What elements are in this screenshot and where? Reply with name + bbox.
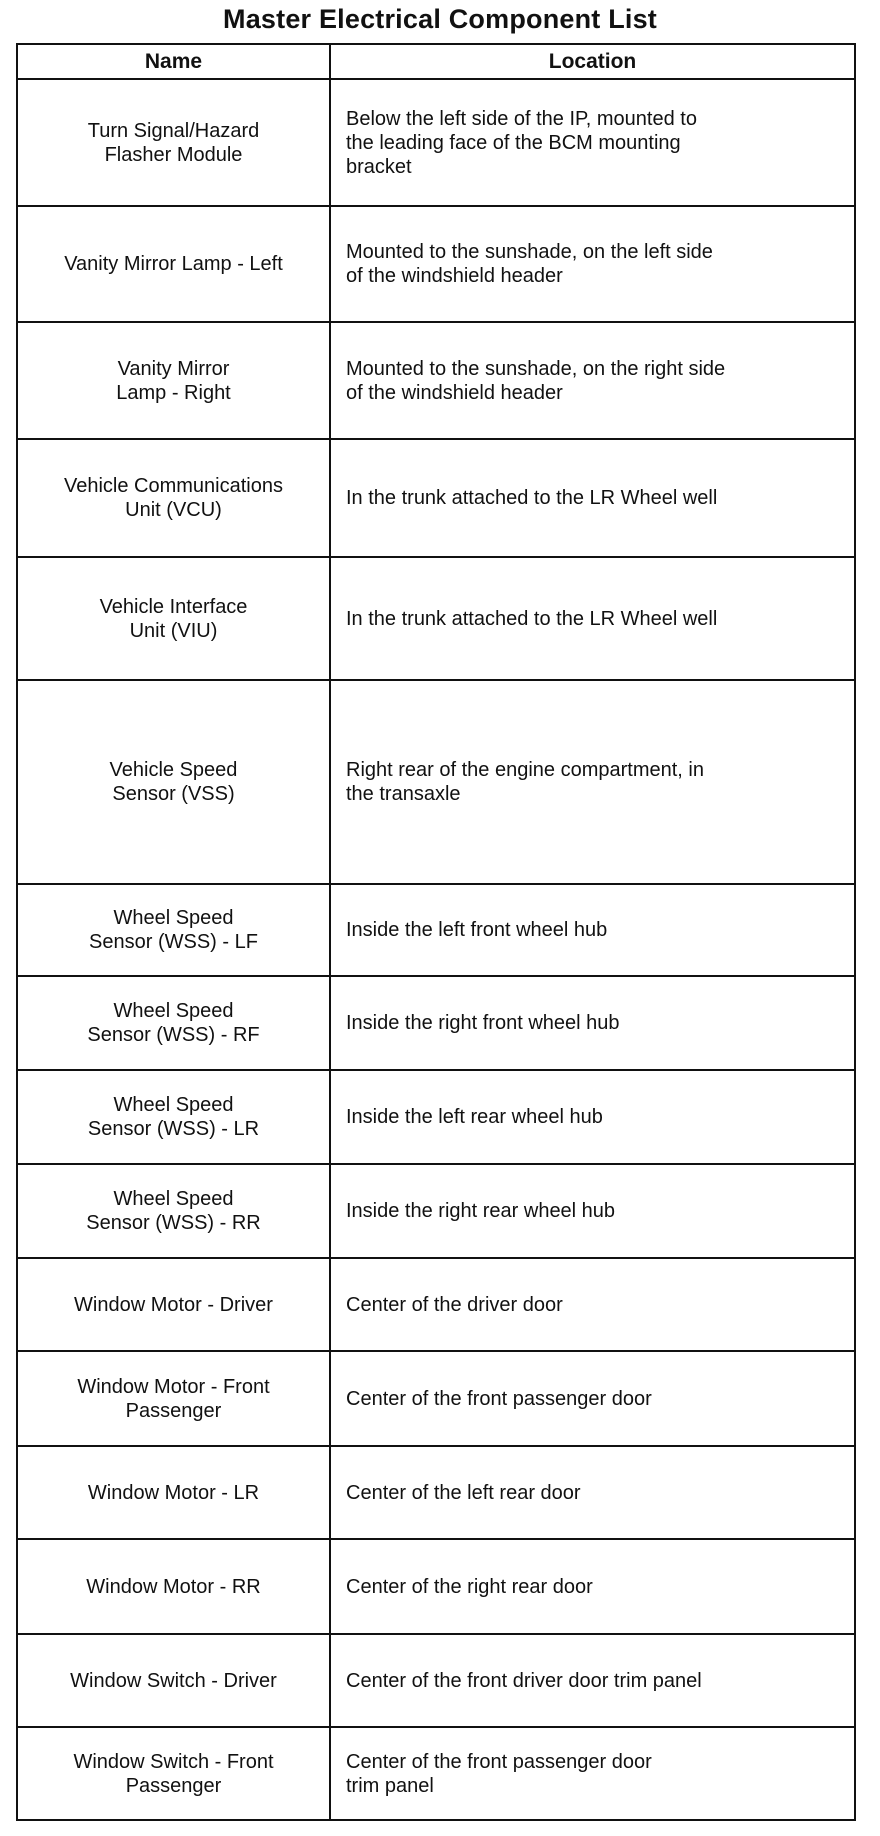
component-location: Center of the front passenger door (346, 1387, 652, 1410)
component-name: Vanity Mirror Lamp - Left (18, 207, 331, 321)
table-row (18, 205, 854, 321)
table-row (18, 1069, 854, 1163)
table-row (18, 883, 854, 975)
table-row (18, 1726, 854, 1819)
table-row (18, 1350, 854, 1445)
component-location: Mounted to the sunshade, on the left side of the windshield header (346, 241, 713, 287)
component-location: Center of the front passenger door trim panel (346, 1750, 652, 1797)
component-name: Wheel Speed Sensor (WSS) - LR (18, 1071, 331, 1163)
table-header-row (18, 45, 854, 78)
table-row (18, 321, 854, 438)
component-location: Inside the left rear wheel hub (346, 1106, 603, 1128)
component-table (16, 43, 856, 1821)
component-name: Vanity Mirror Lamp - Right (18, 323, 331, 438)
component-name: Window Switch - Front Passenger (18, 1728, 331, 1819)
table-row (18, 1163, 854, 1257)
component-name: Wheel Speed Sensor (WSS) - RR (18, 1165, 331, 1257)
table-row (18, 1538, 854, 1633)
component-name: Vehicle Communications Unit (VCU) (18, 440, 331, 556)
component-location: Center of the front driver door trim panel (346, 1669, 702, 1692)
table-row (18, 975, 854, 1069)
column-header-location: Location (548, 49, 637, 73)
table-row (18, 1445, 854, 1538)
component-name: Vehicle Speed Sensor (VSS) (18, 681, 331, 883)
page-title: Master Electrical Component List (223, 4, 657, 34)
component-location: Center of the driver door (346, 1293, 563, 1316)
component-location: Below the left side of the IP, mounted to the leading face of the BCM mounting bracket (346, 107, 697, 178)
component-location: Inside the right rear wheel hub (346, 1200, 616, 1222)
column-header-name: Name (18, 45, 331, 78)
component-name: Wheel Speed Sensor (WSS) - LF (18, 885, 331, 975)
table-row (18, 1257, 854, 1350)
component-location: Inside the left front wheel hub (346, 919, 608, 941)
table-row (18, 438, 854, 556)
table-row (18, 556, 854, 679)
component-name: Window Motor - RR (18, 1540, 331, 1633)
table-row (18, 679, 854, 883)
component-name: Window Motor - LR (18, 1447, 331, 1538)
component-location: Right rear of the engine compartment, in the transaxle (346, 759, 704, 805)
table-row (18, 1633, 854, 1726)
component-name: Window Motor - Front Passenger (18, 1352, 331, 1445)
component-name: Turn Signal/Hazard Flasher Module (18, 80, 331, 205)
component-location: In the trunk attached to the LR Wheel well (346, 487, 718, 509)
component-name: Wheel Speed Sensor (WSS) - RF (18, 977, 331, 1069)
component-name: Vehicle Interface Unit (VIU) (18, 558, 331, 679)
component-location: Center of the right rear door (346, 1575, 593, 1598)
component-name: Window Motor - Driver (18, 1259, 331, 1350)
component-location: Inside the right front wheel hub (346, 1012, 620, 1034)
table-row (18, 78, 854, 205)
component-location: In the trunk attached to the LR Wheel well (346, 607, 718, 630)
component-name: Window Switch - Driver (18, 1635, 331, 1726)
component-location: Mounted to the sunshade, on the right side of the windshield header (346, 357, 726, 404)
component-location: Center of the left rear door (346, 1481, 581, 1504)
